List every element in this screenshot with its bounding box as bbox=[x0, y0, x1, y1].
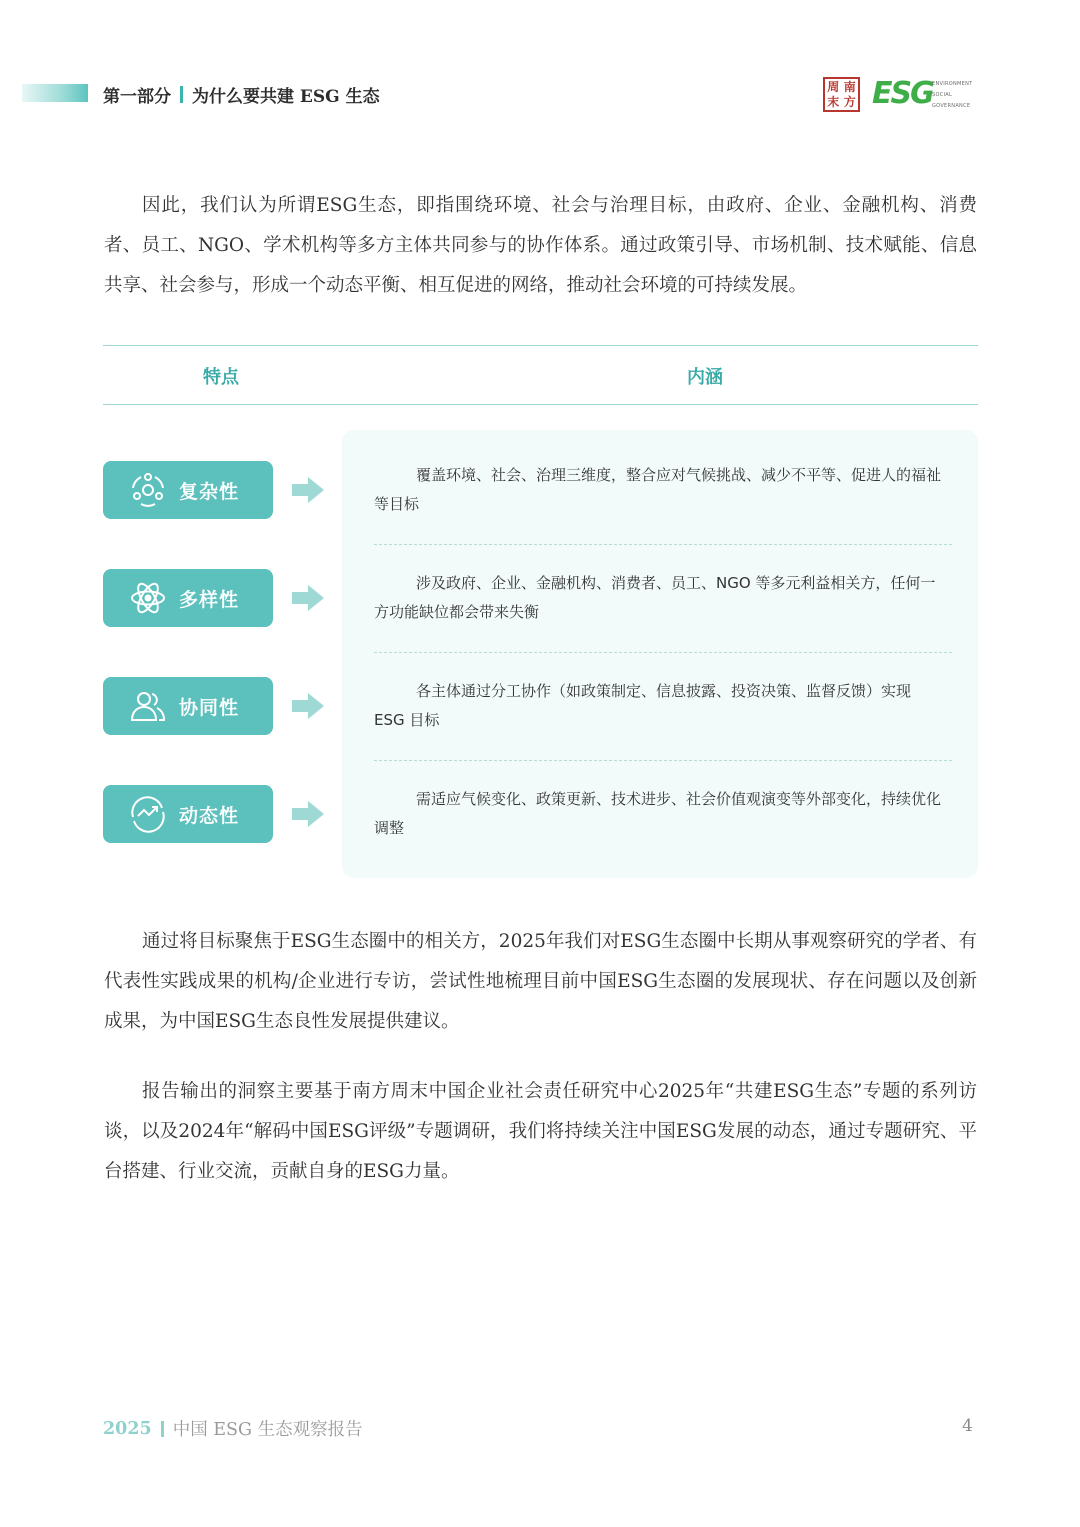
esg-word-environment: ENVIRONMENT bbox=[932, 81, 973, 87]
esg-logo bbox=[872, 76, 978, 112]
molecule-cycle-icon bbox=[128, 470, 168, 510]
page-number: 4 bbox=[962, 1416, 973, 1436]
row-divider bbox=[374, 544, 952, 545]
header-divider bbox=[180, 86, 183, 103]
meaning-text: 各主体通过分工协作（如政策制定、信息披露、投资决策、监督反馈）实现 ESG 目标 bbox=[374, 682, 912, 729]
feature-label: 动态性 bbox=[179, 804, 240, 827]
footer-year: 2025 bbox=[103, 1418, 152, 1439]
meaning-text: 涉及政府、企业、金融机构、消费者、员工、NGO 等多元利益相关方，任何一方功能缺位都会带来失衡 bbox=[374, 574, 936, 621]
seal-char: 方 bbox=[843, 95, 856, 110]
paragraph-research-scope: 通过将目标聚焦于ESG生态圈中的相关方，2025年我们对ESG生态圈中长期从事观察研究的学者、有代表性实践成果的机构/企业进行专访，尝试性地梳理目前中国ESG生态圈的发展现状、存在问题以及创新成果，为中国ESG生态良性发展提供建议。 bbox=[104, 931, 977, 1032]
feature-badge-complexity bbox=[103, 461, 273, 519]
section-title: 为什么要共建 ESG 生态 bbox=[192, 86, 380, 107]
feature-badge-dynamics bbox=[103, 785, 273, 843]
atom-icon bbox=[128, 578, 168, 618]
intro-paragraph: 因此，我们认为所谓ESG生态，即指围绕环境、社会与治理目标，由政府、企业、金融机构、消费者、员工、NGO、学术机构等多方主体共同参与的协作体系。通过政策引导、市场机制、技术赋能、信息共享、社会参与，形成一个动态平衡、相互促进的网络，推动社会环境的可持续发展。 bbox=[104, 195, 977, 296]
table-header-rule bbox=[103, 404, 978, 405]
people-icon bbox=[128, 686, 168, 726]
seal-char: 南 bbox=[843, 79, 856, 94]
header-accent-bar bbox=[22, 84, 88, 102]
feature-badge-synergy bbox=[103, 677, 273, 735]
table-top-rule bbox=[103, 345, 978, 346]
seal-char: 周 bbox=[827, 79, 840, 94]
table-header-meaning: 内涵 bbox=[687, 367, 723, 388]
meaning-text: 需适应气候变化、政策更新、技术进步、社会价值观演变等外部变化，持续优化调整 bbox=[374, 790, 942, 837]
footer-title: 中国 ESG 生态观察报告 bbox=[172, 1420, 363, 1440]
paragraph-report-basis: 报告输出的洞察主要基于南方周末中国企业社会责任研究中心2025年“共建ESG生态”专题的系列访谈，以及2024年“解码中国ESG评级”专题调研，我们将持续关注中国ESG发展的动态，通过专题研究、平台搭建、行业交流，贡献自身的ESG力量。 bbox=[104, 1081, 977, 1182]
esg-logo-mark: ESG bbox=[872, 76, 933, 111]
southern-weekly-seal-logo bbox=[823, 77, 860, 112]
section-header bbox=[103, 82, 380, 106]
esg-word-governance: GOVERNANCE bbox=[932, 103, 971, 109]
arrow-right-icon bbox=[292, 693, 324, 719]
feature-badge-diversity bbox=[103, 569, 273, 627]
trend-circle-icon bbox=[128, 794, 168, 834]
seal-char: 末 bbox=[827, 95, 840, 110]
row-divider bbox=[374, 652, 952, 653]
table-header-feature: 特点 bbox=[203, 367, 239, 388]
meaning-text: 覆盖环境、社会、治理三维度，整合应对气候挑战、减少不平等、促进人的福祉等目标 bbox=[374, 466, 942, 513]
feature-label: 复杂性 bbox=[179, 480, 240, 503]
footer-report-title bbox=[103, 1416, 363, 1441]
feature-label: 多样性 bbox=[179, 588, 240, 611]
esg-word-social: SOCIAL bbox=[932, 92, 953, 98]
footer-divider bbox=[161, 1421, 164, 1437]
row-divider bbox=[374, 760, 952, 761]
arrow-right-icon bbox=[292, 585, 324, 611]
arrow-right-icon bbox=[292, 477, 324, 503]
esg-logo-words bbox=[932, 79, 973, 112]
section-label: 第一部分 bbox=[103, 86, 171, 107]
feature-label: 协同性 bbox=[179, 696, 240, 719]
arrow-right-icon bbox=[292, 801, 324, 827]
